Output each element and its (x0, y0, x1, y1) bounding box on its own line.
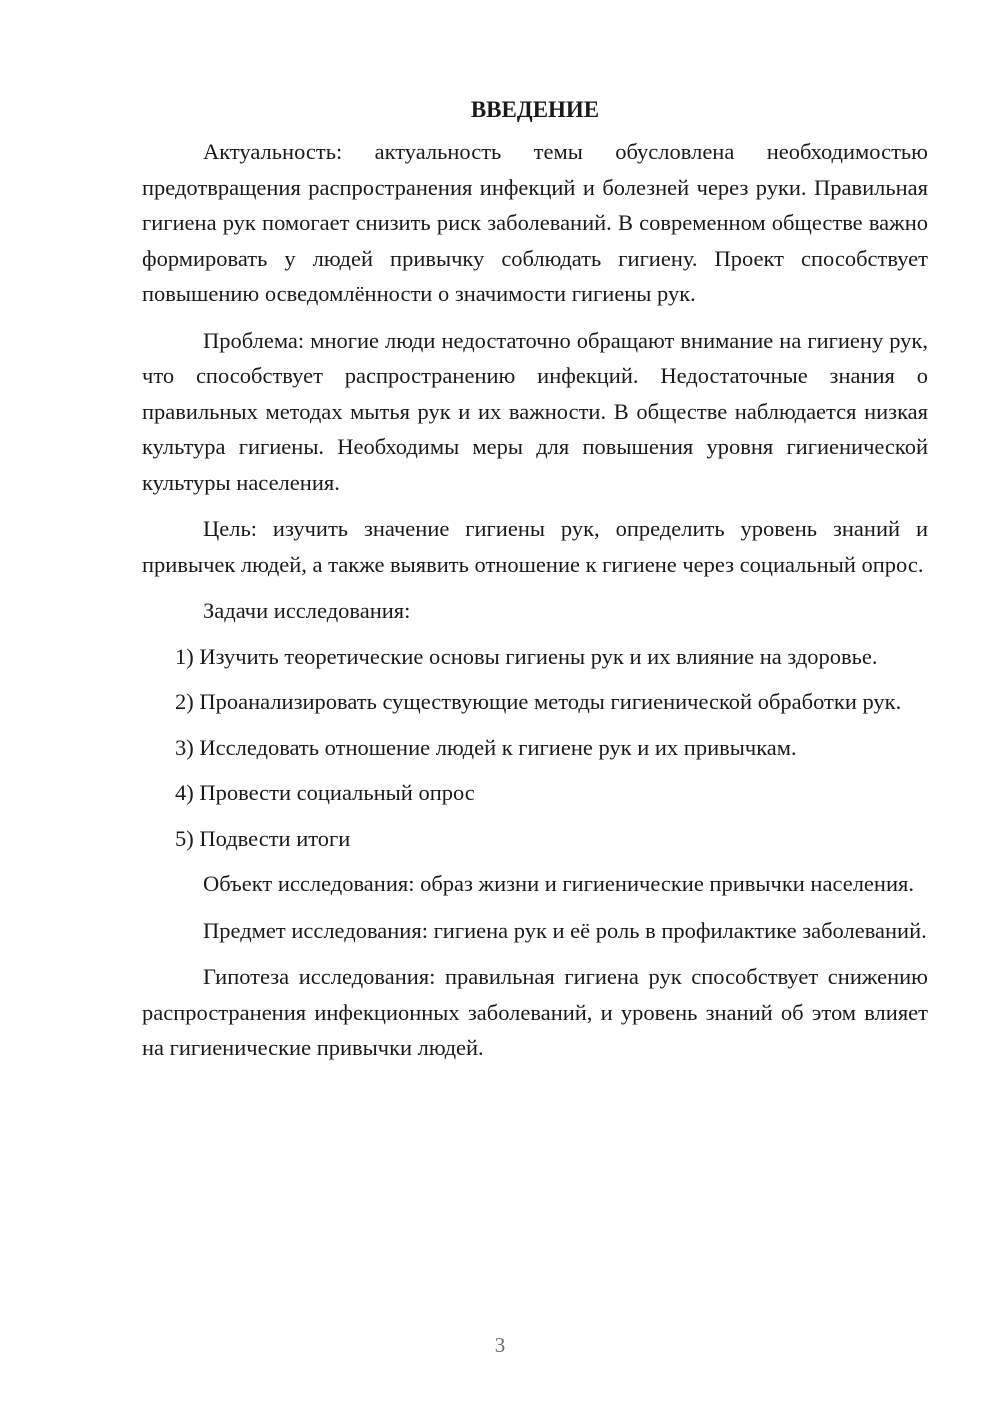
task-item: 3) Исследовать отношение людей к гигиене рук и их привычкам. (175, 734, 797, 760)
paragraph-relevance: Актуальность: актуальность темы обусловлена необходимостью предотвращения распространения инфекций и болезней через руки. Правильная гигиена рук помогает снизить риск заболеваний. В современном обществе важно формировать у людей привычку соблюдать гигиену. Проект способствует повышению осведомлённости о значимости гигиены рук. (142, 139, 928, 306)
section-title: ВВЕДЕНИЕ (470, 97, 600, 122)
paragraph-subject: Предмет исследования: гигиена рук и её роль в профилактике заболеваний. (203, 917, 927, 943)
task-item: 5) Подвести итоги (175, 825, 351, 851)
paragraph-tasks-heading: Задачи исследования: (203, 598, 411, 623)
paragraph-object: Объект исследования: образ жизни и гигиенические привычки населения. (203, 871, 914, 896)
paragraph-problem: Проблема: многие люди недостаточно обращают внимание на гигиену рук, что способствует распространению инфекций. Недостаточные знания о правильных методах мытья рук и их важности. В обществе наблюдается низкая культура гигиены. Необходимы меры для повышения уровня гигиенической культуры населения. (142, 327, 928, 495)
document-page (142, 92, 928, 1077)
page-number: 3 (494, 1333, 506, 1357)
task-item: 2) Проанализировать существующие методы гигиенической обработки рук. (175, 689, 902, 714)
paragraph-hypothesis: Гипотеза исследования: правильная гигиена рук способствует снижению распространения инфекционных заболеваний, и уровень знаний об этом влияет на гигиенические привычки людей. (142, 964, 928, 1060)
task-item: 4) Провести социальный опрос (175, 780, 475, 805)
task-item: 1) Изучить теоретические основы гигиены рук и их влияние на здоровье. (175, 643, 878, 669)
paragraph-goal: Цель: изучить значение гигиены рук, определить уровень знаний и привычек людей, а также выявить отношение к гигиене через социальный опрос. (142, 516, 928, 577)
